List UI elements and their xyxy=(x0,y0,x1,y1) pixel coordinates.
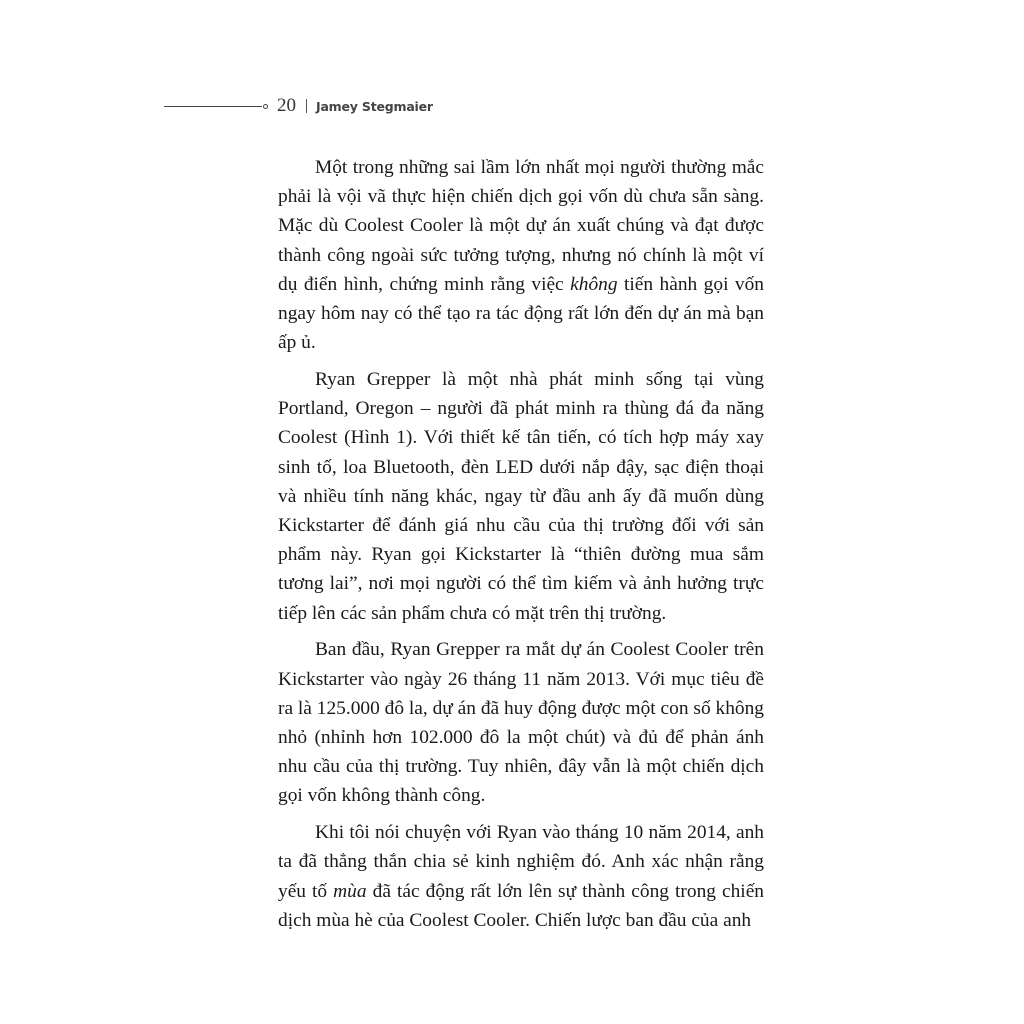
paragraph-4 xyxy=(278,818,764,935)
running-head-author: Jamey Stegmaier xyxy=(316,98,433,114)
paragraph-2 xyxy=(278,365,764,628)
body-text xyxy=(278,153,764,943)
paragraph-text: Ryan Grepper là một nhà phát minh sống tại vùng Portland, Oregon – người đã phát minh ra thùng đá đa năng Coolest (Hình 1). Với thiết kế tân tiến, có tích hợp máy xay sinh tố, loa Bluetooth, đèn LED dưới nắp đậy, sạc điện thoại và nhiều tính năng khác, ngay từ đầu anh ấy đã muốn dùng Kickstarter để đánh giá nhu cầu của thị trường đối với sản phẩm này. Ryan gọi Kickstarter là “thiên đường mua sắm tương lai”, nơi mọi người có thể tìm kiếm và ảnh hưởng trực tiếp lên các sản phẩm chưa có mặt trên thị trường. xyxy=(278,369,764,624)
emphasis-text: mùa xyxy=(333,880,367,902)
paragraph-text: Khi tôi nói chuyện với Ryan vào tháng 10 năm 2014, anh ta đã thẳng thắn chia sẻ kinh nghiệm đó. Anh xác nhận rằng yếu tố xyxy=(278,822,764,902)
header-rule xyxy=(164,106,262,107)
page-header xyxy=(164,94,433,118)
paragraph-text: Một trong những sai lầm lớn nhất mọi người thường mắc phải là vội vã thực hiện chiến dịch gọi vốn dù chưa sẵn sàng. Mặc dù Coolest Cooler là một dự án xuất chúng và đạt được thành công ngoài sức tưởng tượng, nhưng nó chính là một ví dụ điển hình, chứng minh rằng việc xyxy=(278,157,764,295)
paragraph-text: tiến hành gọi vốn ngay hôm nay có thể tạo ra tác động rất lớn đến dự án mà bạn ấp ủ. xyxy=(278,273,765,354)
paragraph-text: đã tác động rất lớn lên sự thành công trong chiến dịch mùa hè của Coolest Cooler. Chiến lược ban đầu của anh xyxy=(278,880,764,931)
emphasis-text: không xyxy=(570,273,618,295)
paragraph-text: Ban đầu, Ryan Grepper ra mắt dự án Coolest Cooler trên Kickstarter vào ngày 26 tháng 11 năm 2013. Với mục tiêu đề ra là 125.000 đô la, dự án đã huy động được một con số không nhỏ (nhỉnh hơn 102.000 đô la một chút) và đủ để phản ánh nhu cầu của thị trường. Tuy nhiên, đây vẫn là một chiến dịch gọi vốn không thành công. xyxy=(278,639,764,807)
header-separator xyxy=(306,99,307,113)
paragraph-3 xyxy=(278,635,764,810)
paragraph-1 xyxy=(278,153,764,357)
header-ornament xyxy=(263,104,268,109)
page-number: 20 xyxy=(277,95,296,116)
